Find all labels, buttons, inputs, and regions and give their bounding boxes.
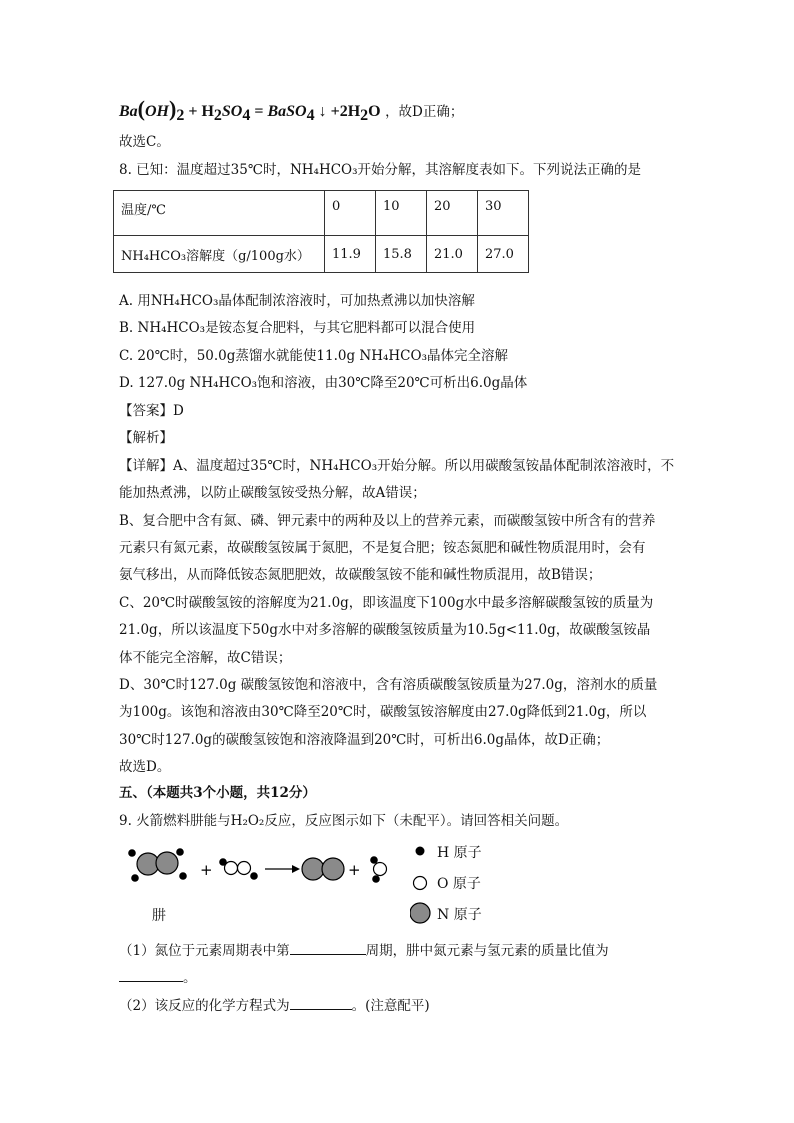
option-c: C. 20℃时，50.0g蒸馏水就能使11.0g NH₄HCO₃晶体完全溶解 <box>119 348 508 364</box>
option-a: A. 用NH₄HCO₃晶体配制浓溶液时，可加热煮沸以加快溶解 <box>119 293 475 309</box>
detail-line: 30℃时127.0g的碳酸氢铵饱和溶液降温到20℃时，可析出6.0g晶体，故D正确； <box>119 732 610 748</box>
solubility-cell: 11.9 <box>325 236 376 273</box>
sub1-text-a: （1）氮位于元素周期表中第 <box>119 943 290 959</box>
reaction-arrow <box>265 865 300 873</box>
temp-cell: 30 <box>478 191 529 236</box>
o-atom-icon <box>414 877 427 890</box>
answer-blank[interactable] <box>119 967 183 982</box>
temp-cell: 10 <box>376 191 427 236</box>
legend-o: O 原子 <box>437 876 481 892</box>
q9-sub1 <box>119 940 609 961</box>
solubility-cell: 15.8 <box>376 236 427 273</box>
sub2-text-b: 。(注意配平) <box>351 998 430 1014</box>
solubility-table <box>113 190 529 273</box>
legend-n: N 原子 <box>437 907 482 923</box>
answer-blank[interactable] <box>290 995 352 1010</box>
temp-cell: 0 <box>325 191 376 236</box>
legend-markers <box>410 842 436 928</box>
hydrazine-molecule <box>128 848 187 882</box>
hydrogen-peroxide-molecule <box>219 858 258 880</box>
q7-equation: $Ba(OH)_2 + H_2SO_4$ = BaSO$_4$ ↓ $+2H_2O$ ，故D正确； <box>119 96 464 124</box>
option-d: D. 127.0g NH₄HCO₃饱和溶液，由30℃降至20℃可析出6.0g晶体 <box>119 375 528 391</box>
section-title: 五、（本题共3个小题，共12分） <box>119 785 316 801</box>
table-row <box>114 191 529 236</box>
solubility-row-label: NH₄HCO₃溶解度（g/100g水） <box>114 236 325 273</box>
water-molecule <box>370 856 386 883</box>
analysis-label: 【解析】 <box>119 430 173 446</box>
detail-line: 氨气移出，从而降低铵态氮肥肥效，故碳酸氢铵不能和碱性物质混用，故B错误； <box>119 567 602 583</box>
detail-line: D、30℃时127.0g 碳酸氢铵饱和溶液中，含有溶质碳酸氢铵质量为27.0g，溶剂水的质量 <box>119 677 658 693</box>
detail-line: 【详解】A、温度超过35℃时，NH₄HCO₃开始分解。所以用碳酸氢铵晶体配制浓溶液时，不 <box>119 458 675 474</box>
detail-line: B、复合肥中含有氮、磷、钾元素中的两种及以上的营养元素，而碳酸氢铵中所含有的营养 <box>119 513 656 529</box>
plus-sign: + <box>348 861 361 879</box>
solubility-cell: 27.0 <box>478 236 529 273</box>
q8-conclusion: 故选D。 <box>119 759 171 775</box>
temperature-header: 温度/℃ <box>114 191 325 236</box>
answer-blank[interactable] <box>290 940 366 955</box>
plus-sign: + <box>200 861 213 879</box>
q7-conclusion: 故选C。 <box>119 134 170 150</box>
h-atom-icon <box>416 847 425 856</box>
nitrogen-molecule <box>302 858 344 880</box>
detail-line: 为100g。该饱和溶液由30℃降至20℃时，碳酸氢铵溶解度由27.0g降低到21.0g，所以 <box>119 704 647 720</box>
reaction-diagram <box>120 842 410 912</box>
equation-suffix: ，故D正确； <box>385 104 464 120</box>
table-row <box>114 236 529 273</box>
legend-h: H 原子 <box>437 845 482 861</box>
hydrazine-label: 肼 <box>152 908 166 924</box>
sub1-end: 。 <box>183 970 197 986</box>
sub1-text-b: 周期，肼中氮元素与氢元素的质量比值为 <box>365 943 609 959</box>
detail-line: 元素只有氮元素，故碳酸氢铵属于氮肥，不是复合肥；铵态氮肥和碱性物质混用时，会有 <box>119 540 646 556</box>
q8-stem: 8. 已知：温度超过35℃时，NH₄HCO₃开始分解，其溶解度表如下。下列说法正确的是 <box>119 162 642 178</box>
detail-line: 体不能完全溶解，故C错误； <box>119 650 292 666</box>
answer: 【答案】D <box>119 403 184 419</box>
temp-cell: 20 <box>427 191 478 236</box>
q9-stem: 9. 火箭燃料肼能与H₂O₂反应，反应图示如下（未配平）。请回答相关问题。 <box>119 813 569 829</box>
q9-sub1-cont <box>119 967 197 988</box>
n-atom-icon <box>410 903 430 923</box>
solubility-cell: 21.0 <box>427 236 478 273</box>
option-b: B. NH₄HCO₃是铵态复合肥料，与其它肥料都可以混合使用 <box>119 320 476 336</box>
detail-line: 21.0g，所以该温度下50g水中对多溶解的碳酸氢铵质量为10.5g<11.0g，故碳酸氢铵晶 <box>119 622 651 638</box>
detail-line: 能加热煮沸，以防止碳酸氢铵受热分解，故A错误； <box>119 485 426 501</box>
q9-sub2 <box>119 995 430 1016</box>
sub2-text-a: （2）该反应的化学方程式为 <box>119 998 290 1014</box>
detail-line: C、20℃时碳酸氢铵的溶解度为21.0g，即该温度下100g水中最多溶解碳酸氢铵的质量为 <box>119 595 654 611</box>
